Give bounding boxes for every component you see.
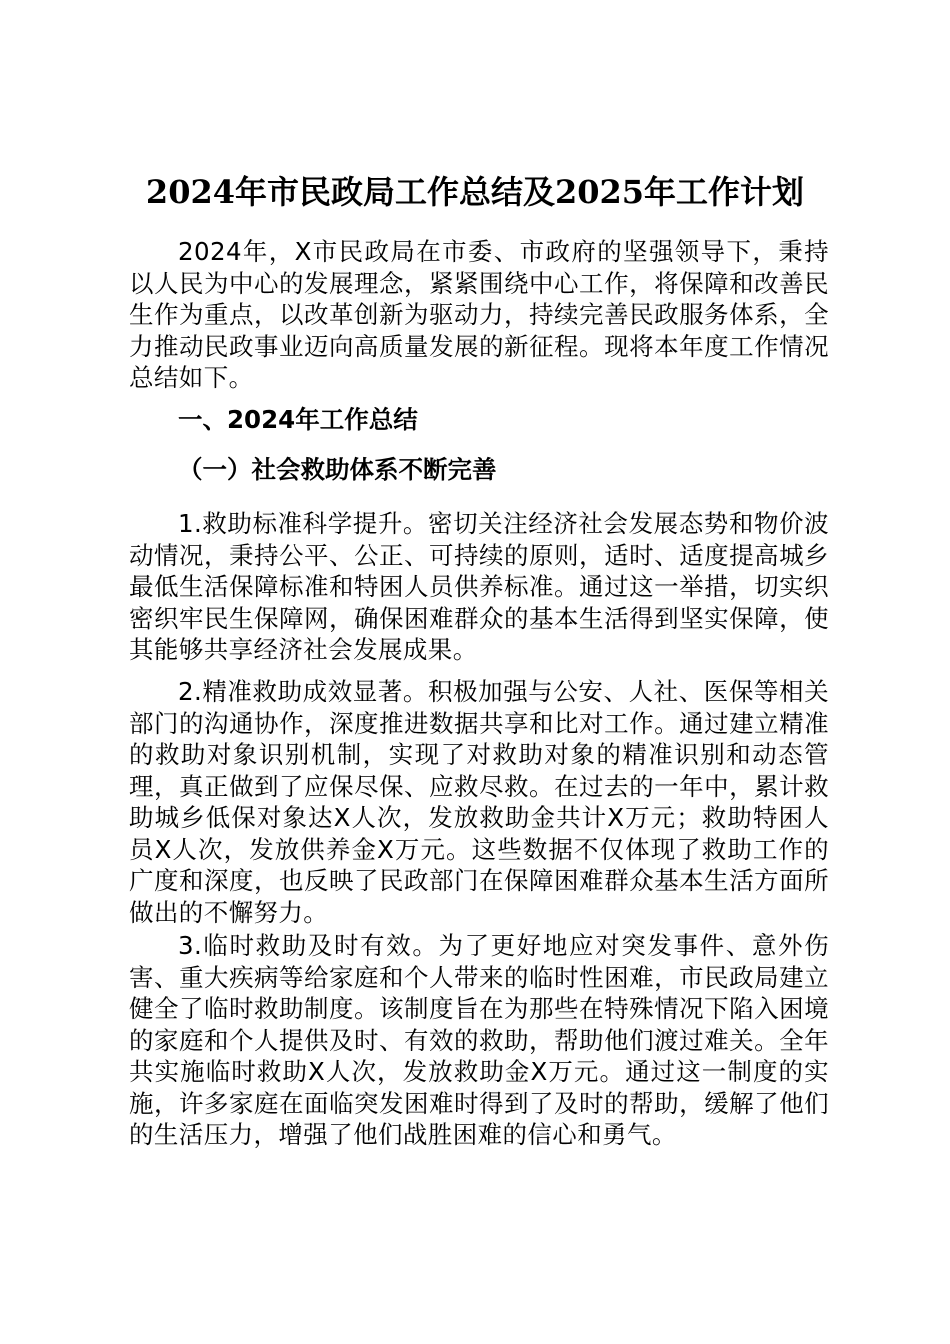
list-item: 2.精准救助成效显著。积极加强与公安、人社、医保等相关部门的沟通协作，深度推进数据共享和比对工作。通过建立精准的救助对象识别机制，实现了对救助对象的精准识别和动态管理，真正做到了应保尽保、应救尽救。在过去的一年中，累计救助城乡低保对象达X人次，发放救助金共计X万元；救助特困人员X人次，发放供养金X万元。这些数据不仅体现了救助工作的广度和深度，也反映了民政部门在保障困难群众基本生活方面所做出的不懈努力。 (129, 677, 829, 927)
list-item: 1.救助标准科学提升。密切关注经济社会发展态势和物价波动情况，秉持公平、公正、可持续的原则，适时、适度提高城乡最低生活保障标准和特困人员供养标准。通过这一举措，切实织密织牢民生保障网，确保困难群众的基本生活得到坚实保障，使其能够共享经济社会发展成果。 (129, 509, 829, 664)
subsection-heading: （一）社会救助体系不断完善 (178, 455, 497, 484)
list-item: 3.临时救助及时有效。为了更好地应对突发事件、意外伤害、重大疾病等给家庭和个人带来的临时性困难，市民政局建立健全了临时救助制度。该制度旨在为那些在特殊情况下陷入困境的家庭和个人提供及时、有效的救助，帮助他们渡过难关。全年共实施临时救助X人次，发放救助金X万元。通过这一制度的实施，许多家庭在面临突发困难时得到了及时的帮助，缓解了他们的生活压力，增强了他们战胜困难的信心和勇气。 (129, 931, 829, 1149)
intro-paragraph: 2024年，X市民政局在市委、市政府的坚强领导下，秉持以人民为中心的发展理念，紧紧围绕中心工作，将保障和改善民生作为重点，以改革创新为驱动力，持续完善民政服务体系，全力推动民政事业迈向高质量发展的新征程。现将本年度工作情况总结如下。 (129, 237, 829, 392)
section-heading: 一、2024年工作总结 (178, 405, 418, 434)
document-title: 2024年市民政局工作总结及2025年工作计划 (145, 173, 805, 211)
